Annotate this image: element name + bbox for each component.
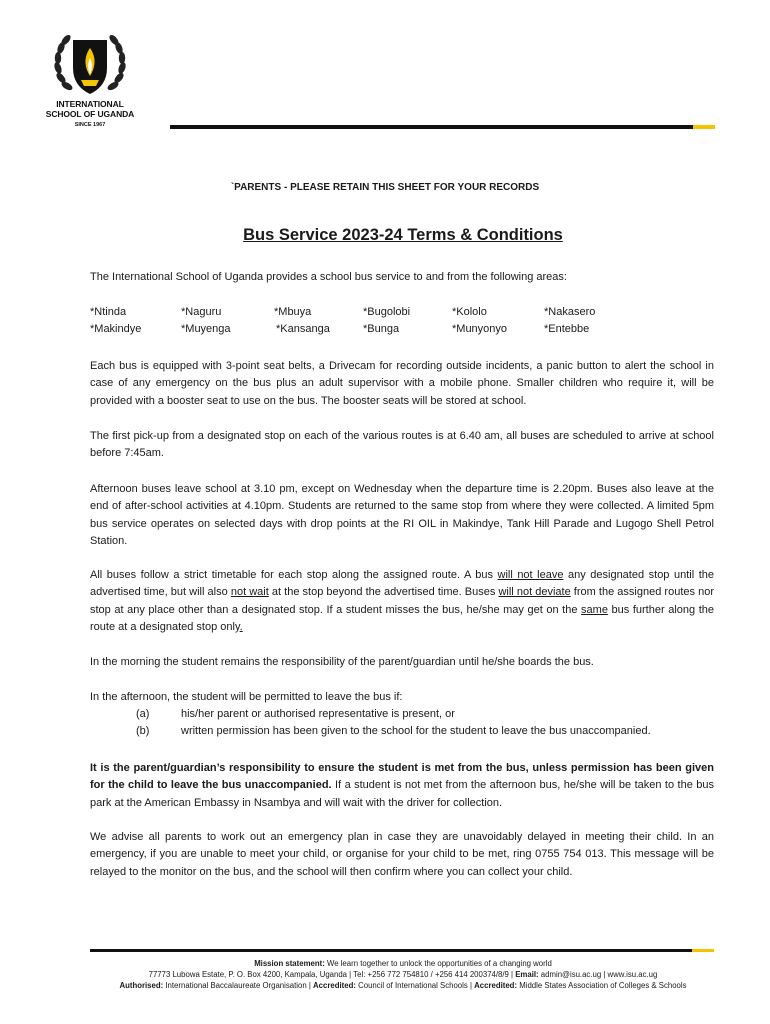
list-item [90,706,714,723]
equipment-paragraph: Each bus is equipped with 3-point seat belts, a Drivecam for recording outside incidents, a panic button to alert the school in case of any emergency on the bus plus an adult supervisor with a mobile phone. Smaller children who require it, will be provided with a booster seat to use on the bus. The booster seats will be stored at school. [90,360,714,407]
school-name-line1: INTERNATIONAL [56,99,124,109]
footer-accreditation: Authorised: International Baccalaureate Organisation | Accredited: Council of International Schools | Accredited: Middle States Association of Colleges & Schools [119,981,687,990]
school-logo [40,28,140,128]
list-item [90,723,714,740]
area-item: *Entebbe [544,323,590,335]
area-item: *Nakasero [544,306,596,318]
condition-text: his/her parent or authorised representative is present, or [181,708,455,720]
pickup-paragraph: The first pick-up from a designated stop on each of the various routes is at 6.40 am, all buses are scheduled to arrive at school before 7:45am. [90,430,714,460]
responsibility-paragraph: It is the parent/guardian’s responsibility to ensure the student is met from the bus, unless permission has been given for the child to leave the bus unaccompanied. If a student is not met from the afternoon bus, he/she will be taken to the bus park at the American Embassy in Nsambya and will wait with the driver for collection. [90,762,714,809]
leave-intro-paragraph: In the afternoon, the student will be permitted to leave the bus if: [90,691,403,703]
intro-paragraph: The International School of Uganda provides a school bus service to and from the following areas: [90,271,567,283]
morning-paragraph: In the morning the student remains the responsibility of the parent/guardian until he/she boards the bus. [90,656,594,668]
footer-rule-accent [692,949,714,952]
footer-rule [90,949,714,952]
footer-mission: Mission statement: We learn together to unlock the opportunities of a changing world [254,959,552,968]
retain-notice: `PARENTS - PLEASE RETAIN THIS SHEET FOR YOUR RECORDS [230,182,540,193]
area-item: *Bunga [363,323,400,335]
header-rule-accent [693,125,715,129]
condition-label: (a) [136,708,150,720]
conditions-list [90,706,714,741]
footer-address: 77773 Lubowa Estate, P. O. Box 4200, Kampala, Uganda | Tel: +256 772 754810 / +256 414 200374/8/9 | Email: admin@isu.ac.ug | www.isu.ac.ug [148,970,658,979]
school-name-line2: SCHOOL OF UGANDA [45,108,135,119]
afternoon-paragraph: Afternoon buses leave school at 3.10 pm, except on Wednesday when the departure time is 2.20pm. Buses also leave at the end of after-school activities at 4.10pm. Students are returned to the same stop from where they were collected. A limited 5pm bus service operates on selected days with drop points at the RI OIL in Makindye, Tank Hill Parade and Lugogo Shell Petrol Station. [90,483,714,548]
document-title: Bus Service 2023-24 Terms & Conditions [243,226,563,244]
emergency-paragraph: We advise all parents to work out an emergency plan in case they are unavoidably delayed in meeting their child. In an emergency, if you are unable to meet your child, or organise for your child to be met, ring 0755 754 013. This message will be relayed to the monitor on the bus, and the school will then confirm where you can collect your child. [90,831,714,878]
area-item: *Mbuya [274,306,312,318]
school-crest-icon [47,28,133,100]
area-item: *Ntinda [90,306,127,318]
area-item: *Munyonyo [452,323,508,335]
condition-text: written permission has been given to the school for the student to leave the bus unaccompanied. [181,725,651,738]
timetable-paragraph: All buses follow a strict timetable for each stop along the assigned route. A bus will not leave any designated stop until the advertised time, but will also not wait at the stop beyond the advertised time. Buses will not deviate from the assigned routes nor stop at any place other than a designated stop. If a student misses the bus, he/she may get on the same bus further along the route at a designated stop only. [90,569,714,634]
area-item: *Muyenga [181,323,231,335]
school-since: SINCE 1967 [74,122,106,128]
area-item: *Naguru [181,306,222,318]
header-rule [170,125,715,129]
area-item: *Kansanga [276,323,330,335]
area-item: *Kololo [452,306,487,318]
area-item: *Bugolobi [363,306,411,318]
area-item: *Makindye [90,323,142,335]
condition-label: (b) [136,725,150,738]
